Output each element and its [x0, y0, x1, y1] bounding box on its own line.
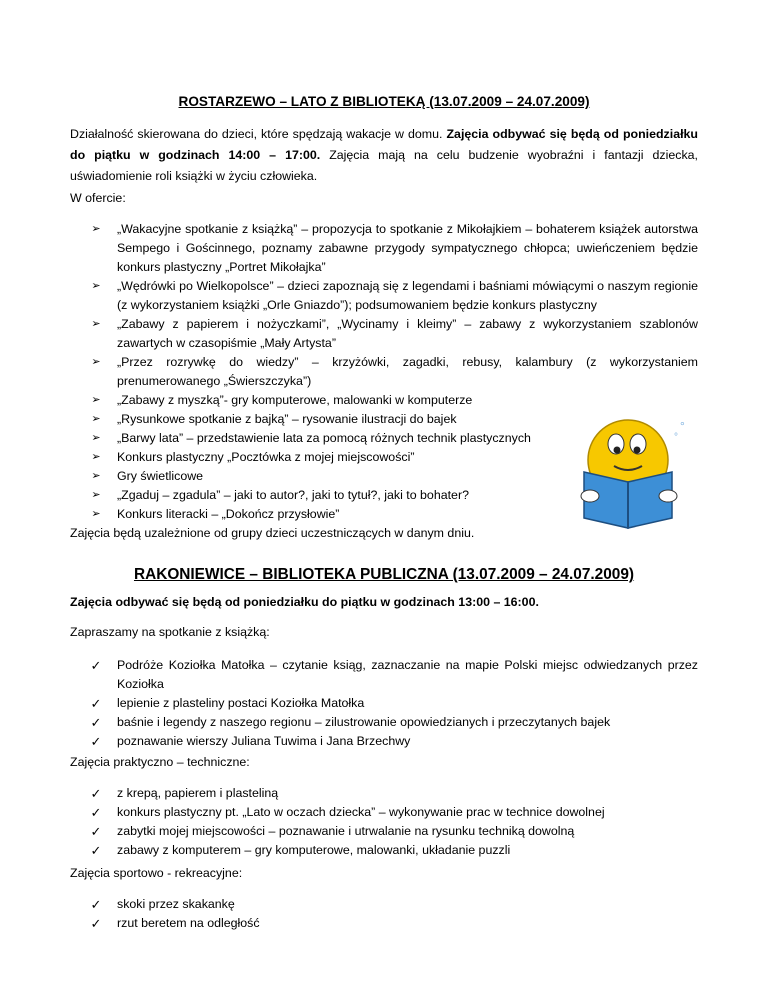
tech-list-item [70, 841, 698, 860]
offer-list-item [70, 220, 698, 277]
arrow-bullet-icon: ➢ [91, 356, 101, 368]
list-item-text: „Rysunkowe spotkanie z bajką” – rysowanie ilustracji do bajek [117, 412, 457, 426]
list-item-text: „Wędrówki po Wielkopolsce” – dzieci zapoznają się z legendami i baśniami mówiącymi o naszym regionie (z wykorzystaniem książki „Orle Gniazdo”); podsumowaniem będzie konkurs plastyczny [117, 279, 698, 312]
invite-list-item [70, 732, 698, 751]
svg-text:°: ° [674, 432, 678, 443]
intro-text-a: Działalność skierowana do dzieci, które spędzają wakacje w domu. [70, 127, 447, 141]
list-item-text: „Przez rozrywkę do wiedzy” – krzyżówki, zagadki, rebusy, kalambury (z wykorzystaniem prenumerowanego „Świerszczyka”) [117, 355, 698, 388]
checkmark-icon: ✓ [90, 805, 102, 820]
invite-list [70, 656, 698, 751]
list-item-text: zabytki mojej miejscowości – poznawanie i utrwalanie na rysunku techniką dowolną [117, 824, 575, 838]
list-item-text: „Zabawy z papierem i nożyczkami”, „Wycinamy i kleimy” – zabawy z wykorzystaniem szablonów zawartych w czasopiśmie „Mały Artysta” [117, 317, 698, 350]
offer-label: W ofercie: [70, 191, 126, 205]
offer-list-item [70, 391, 698, 410]
list-item-text: lepienie z plasteliny postaci Koziołka Matołka [117, 696, 365, 710]
checkmark-icon: ✓ [90, 843, 102, 858]
list-item-text: „Zabawy z myszką”- gry komputerowe, malowanki w komputerze [117, 393, 473, 407]
list-item-text: Konkurs literacki – „Dokończ przysłowie” [117, 507, 340, 521]
checkmark-icon: ✓ [90, 658, 102, 673]
checkmark-icon: ✓ [90, 715, 102, 730]
arrow-bullet-icon: ➢ [91, 432, 101, 444]
arrow-bullet-icon: ➢ [91, 489, 101, 501]
sport-list [70, 895, 698, 933]
list-item-text: Gry świetlicowe [117, 469, 204, 483]
list-item-text: konkurs plastyczny pt. „Lato w oczach dziecka” – wykonywanie prac w technice dowolnej [117, 805, 605, 819]
checkmark-icon: ✓ [90, 696, 102, 711]
section1-footer: Zajęcia będą uzależnione od grupy dzieci uczestniczących w danym dniu. [70, 526, 475, 540]
checkmark-icon: ✓ [90, 734, 102, 749]
arrow-bullet-icon: ➢ [91, 318, 101, 330]
arrow-bullet-icon: ➢ [91, 280, 101, 292]
checkmark-icon: ✓ [90, 786, 102, 801]
sport-list-item [70, 895, 698, 914]
sport-list-item [70, 914, 698, 933]
list-item-text: poznawanie wierszy Juliana Tuwima i Jana Brzechwy [117, 734, 411, 748]
list-item-text: baśnie i legendy z naszego regionu – zilustrowanie opowiedzianych i przeczytanych bajek [117, 715, 611, 729]
list-item-text: „Wakacyjne spotkanie z książką” – propozycja to spotkanie z Mikołajkiem – bohaterem książek autorstwa Sempego i Gościnnego, poznamy zabawne przygody sympatycznego chłopca; uwieńczeniem będzie konkurs plastyczny „Portret Mikołajka” [117, 222, 698, 274]
tech-list-item [70, 803, 698, 822]
intro-text-b: Zajęcia mają na celu budzenie wyobraźni i fantazji dziecka, uświadomienie roli książki w życiu człowieka. [70, 148, 698, 183]
section1-intro [70, 124, 698, 187]
sport-label: Zajęcia sportowo - rekreacyjne: [70, 866, 243, 880]
checkmark-icon: ✓ [90, 824, 102, 839]
list-item-text: skoki przez skakankę [117, 897, 235, 911]
offer-list-item [70, 353, 698, 391]
list-item-text: Podróże Koziołka Matołka – czytanie ksiąg, zaznaczanie na mapie Polski miejsc odwiedzanych przez Koziołka [117, 658, 698, 691]
intro-hours-bold: Zajęcia odbywać się będą od poniedziałku do piątku w godzinach 14:00 – 17:00. [70, 127, 698, 162]
list-item-text: „Zgaduj – zgadula” – jaki to autor?, jaki to tytuł?, jaki to bohater? [117, 488, 469, 502]
invite-list-item [70, 694, 698, 713]
arrow-bullet-icon: ➢ [91, 470, 101, 482]
list-item-text: Konkurs plastyczny „Pocztówka z mojej miejscowości” [117, 450, 415, 464]
tech-label: Zajęcia praktyczno – techniczne: [70, 755, 250, 769]
arrow-bullet-icon: ➢ [91, 223, 101, 235]
svg-text:°: ° [680, 419, 685, 433]
arrow-bullet-icon: ➢ [91, 451, 101, 463]
offer-list-item [70, 277, 698, 315]
tech-list-item [70, 784, 698, 803]
section2-title: RAKONIEWICE – BIBLIOTEKA PUBLICZNA (13.07.2009 – 24.07.2009) [133, 566, 635, 583]
offer-list-item [70, 315, 698, 353]
arrow-bullet-icon: ➢ [91, 413, 101, 425]
list-item-text: „Barwy lata” – przedstawienie lata za pomocą różnych technik plastycznych [117, 431, 531, 445]
tech-list-item [70, 822, 698, 841]
invite-list-item [70, 713, 698, 732]
checkmark-icon: ✓ [90, 916, 102, 931]
reading-smiley-illustration [576, 410, 694, 530]
checkmark-icon: ✓ [90, 897, 102, 912]
section1-title: ROSTARZEWO – LATO Z BIBLIOTEKĄ (13.07.2009 – 24.07.2009) [178, 94, 590, 109]
section2-hours: Zajęcia odbywać się będą od poniedziałku do piątku w godzinach 13:00 – 16:00. [70, 595, 539, 609]
list-item-text: zabawy z komputerem – gry komputerowe, malowanki, układanie puzzli [117, 843, 511, 857]
invite-label: Zapraszamy na spotkanie z książką: [70, 625, 270, 639]
list-item-text: z krepą, papierem i plasteliną [117, 786, 279, 800]
invite-list-item [70, 656, 698, 694]
tech-list [70, 784, 698, 860]
arrow-bullet-icon: ➢ [91, 394, 101, 406]
list-item-text: rzut beretem na odległość [117, 916, 260, 930]
arrow-bullet-icon: ➢ [91, 508, 101, 520]
